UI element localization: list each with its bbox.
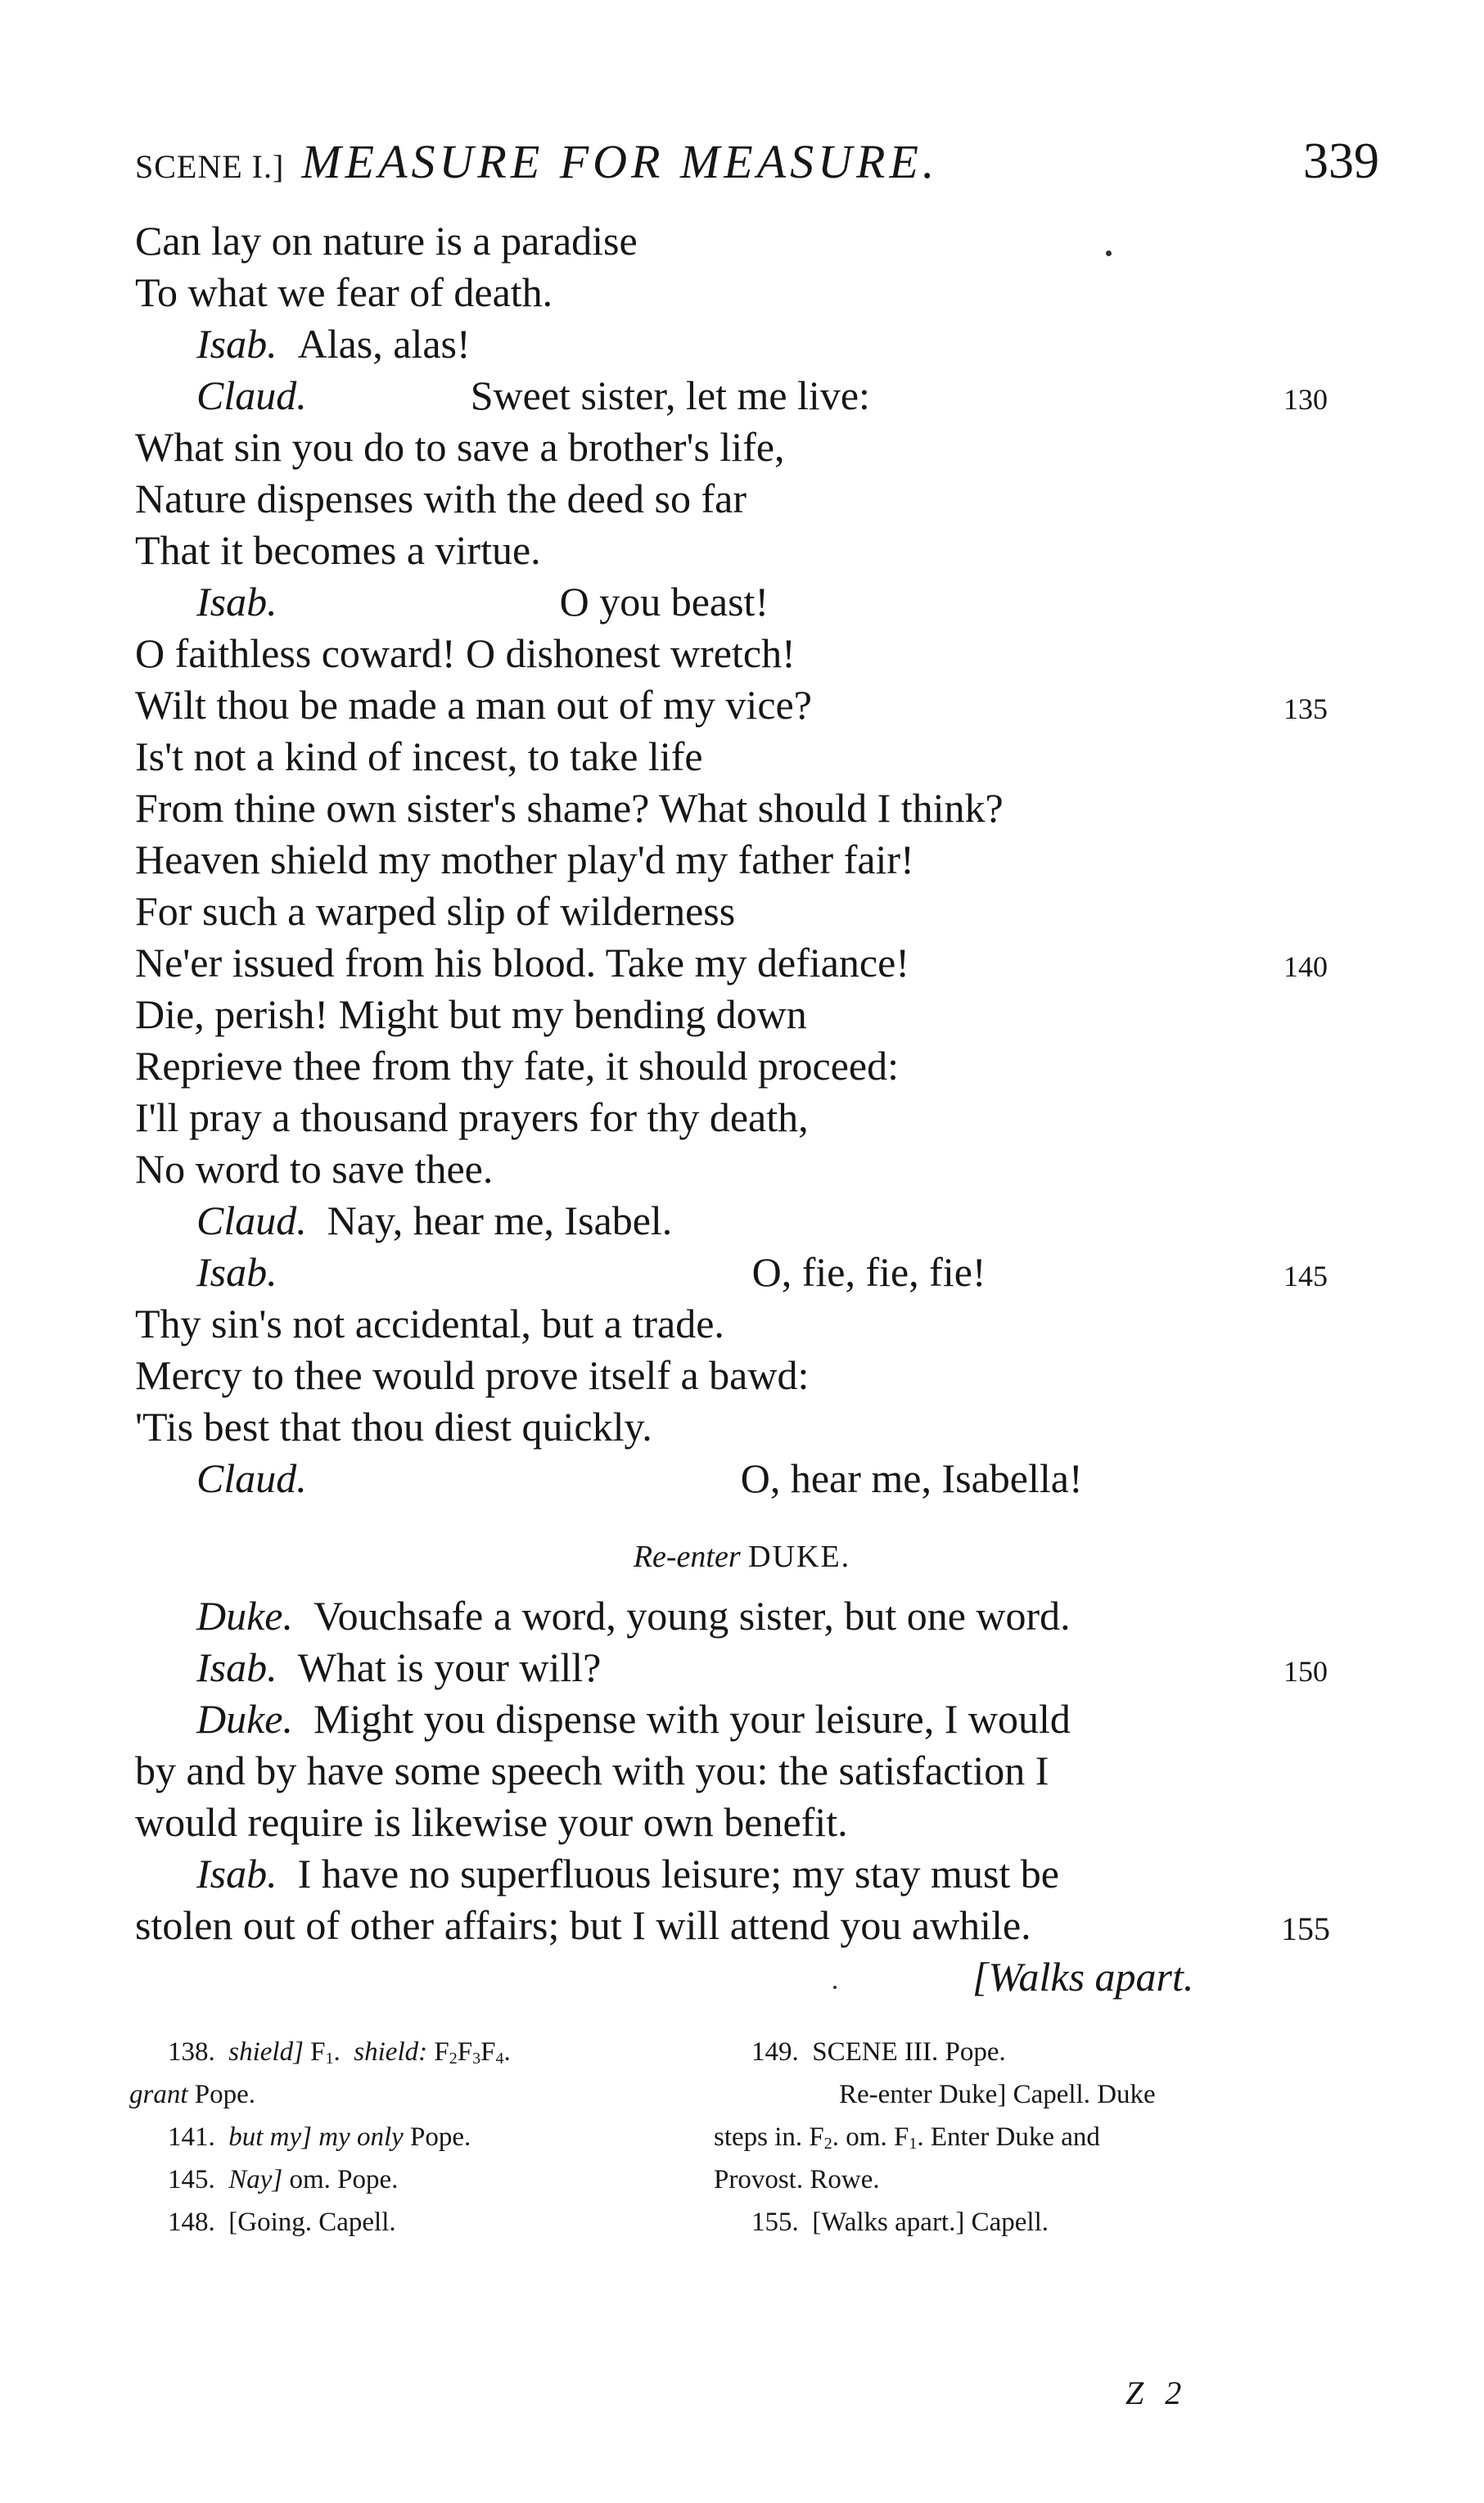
prose-line: Isab. I have no superfluous leisure; my stay must be	[196, 1851, 1059, 1896]
footnote: 145. Nay] om. Pope.	[168, 2165, 399, 2194]
verse-line: Heaven shield my mother play'd my father fair!	[135, 837, 914, 882]
footnote: 149. SCENE III. Pope.	[751, 2037, 1006, 2067]
verse-line: I'll pray a thousand prayers for thy death,	[135, 1094, 809, 1140]
verse-line: Is't not a kind of incest, to take life	[135, 733, 703, 779]
speaker-name: Isab.	[196, 1851, 277, 1896]
speaker-name: Duke.	[196, 1696, 293, 1742]
verse-line: Claud. O, hear me, Isabella!	[196, 1455, 1083, 1501]
verse-line: Reprieve thee from thy fate, it should proceed:	[135, 1043, 900, 1089]
speaker-name: Claud.	[196, 1197, 307, 1243]
verse-line: Thy sin's not accidental, but a trade.	[135, 1301, 724, 1346]
footnote: 155. [Walks apart.] Capell.	[751, 2208, 1049, 2237]
verse-line: That it becomes a virtue.	[135, 527, 541, 573]
line-number: 155	[1281, 1910, 1330, 1947]
running-header	[135, 134, 938, 189]
line-number: 130	[1283, 383, 1328, 416]
footnote: Provost. Rowe.	[714, 2165, 880, 2194]
verse-line: Nature dispenses with the deed so far	[135, 476, 747, 521]
speaker-name: Duke.	[196, 1593, 293, 1639]
footnote: 141. but my] my only Pope.	[168, 2122, 471, 2152]
line-number: 135	[1283, 692, 1328, 725]
ink-speck	[1106, 250, 1112, 256]
verse-line: Isab. Alas, alas!	[196, 321, 471, 367]
play-title: MEASURE FOR MEASURE.	[301, 135, 939, 188]
speaker-name: Claud.	[196, 1455, 307, 1501]
verse-line: Die, perish! Might but my bending down	[135, 991, 807, 1037]
stage-direction: Re-enter DUKE.	[633, 1540, 851, 1574]
prose-line: by and by have some speech with you: the satisfaction I	[135, 1748, 1049, 1793]
line-number: 140	[1283, 950, 1328, 983]
verse-line: Ne'er issued from his blood. Take my defiance!	[135, 940, 909, 985]
speaker-name: Isab.	[196, 321, 277, 367]
speaker-name: Isab.	[196, 1644, 277, 1690]
footnote: 138. shield] $F_1$. shield: $F_2F_3F_4$.	[168, 2037, 511, 2068]
line-number: 150	[1283, 1655, 1328, 1688]
ink-speck	[833, 1986, 837, 1989]
prose-line: Duke. Might you dispense with your leisure, I would	[196, 1696, 1071, 1742]
verse-line: 'Tis best that thou diest quickly.	[135, 1404, 652, 1450]
stage-direction: [Walks apart.	[972, 1954, 1194, 2000]
page-number: 339	[1303, 133, 1379, 189]
line-number: 145	[1283, 1260, 1328, 1292]
signature-mark: Z 2	[1125, 2374, 1189, 2411]
verse-line: Isab. O, fie, fie, fie!	[196, 1249, 986, 1295]
verse-line: Duke. Vouchsafe a word, young sister, but one word.	[196, 1593, 1071, 1639]
footnote: steps in. $F_2$. om. $F_1$. Enter Duke and	[714, 2122, 1100, 2153]
verse-line: Can lay on nature is a paradise	[135, 218, 638, 264]
verse-line: Wilt thou be made a man out of my vice?	[135, 682, 812, 728]
scene-label: SCENE I.]	[135, 148, 285, 185]
verse-line: For such a warped slip of wilderness	[135, 888, 736, 934]
footnote: Re-enter Duke] Capell. Duke	[839, 2080, 1156, 2109]
verse-line: Claud. Sweet sister, let me live:	[196, 372, 870, 418]
footnote: grant Pope.	[129, 2080, 256, 2109]
verse-line: Claud. Nay, hear me, Isabel.	[196, 1197, 673, 1243]
speaker-name: Isab.	[196, 1249, 277, 1295]
verse-line: No word to save thee.	[135, 1146, 494, 1192]
prose-line: would require is likewise your own benefit.	[135, 1799, 848, 1845]
verse-line: Mercy to thee would prove itself a bawd:	[135, 1352, 810, 1398]
speaker-name: Isab.	[196, 579, 277, 625]
verse-line: To what we fear of death.	[135, 269, 553, 315]
verse-line: What sin you do to save a brother's life,	[135, 424, 785, 470]
verse-line: O faithless coward! O dishonest wretch!	[135, 630, 796, 676]
verse-line: Isab. O you beast!	[196, 579, 769, 625]
speaker-name: Claud.	[196, 372, 307, 418]
prose-line: stolen out of other affairs; but I will attend you awhile.	[135, 1902, 1031, 1948]
verse-line: From thine own sister's shame? What should I think?	[135, 785, 1004, 831]
verse-line: Isab. What is your will?	[196, 1644, 602, 1690]
footnote: 148. [Going. Capell.	[168, 2208, 396, 2237]
